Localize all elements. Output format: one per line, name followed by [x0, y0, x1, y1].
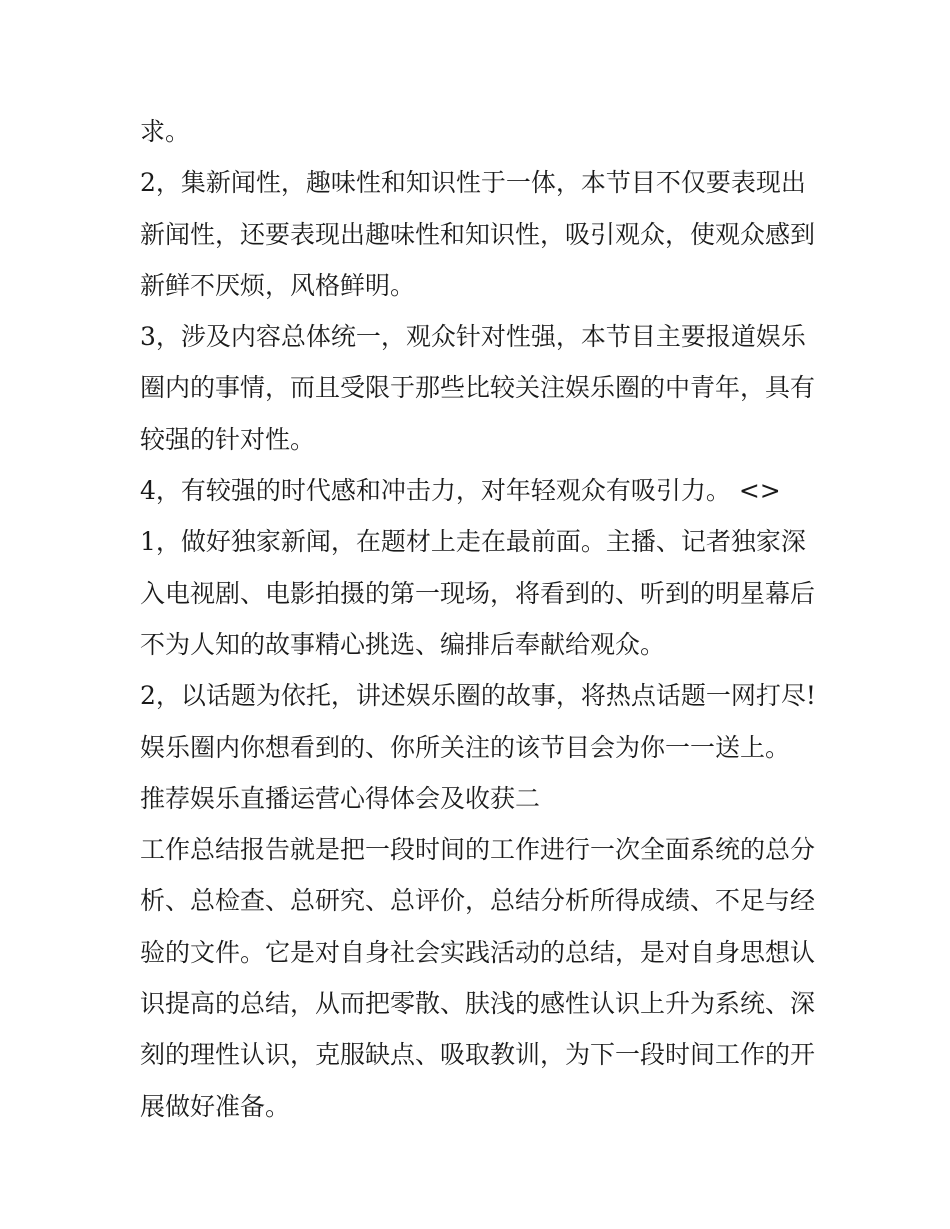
text-line-3: 新闻性，还要表现出趣味性和知识性，吸引观众，使观众感到: [140, 219, 816, 249]
text-line-13: 娱乐圈内你想看到的、你所关注的该节目会为你一一送上。: [140, 732, 791, 762]
section-heading: 推荐娱乐直播运营心得体会及收获二: [140, 783, 541, 813]
text-line-1: 求。: [140, 117, 191, 146]
text-line-11: 不为人知的故事精心挑选、编排后奉献给观众。: [140, 629, 666, 659]
text-line-15: 工作总结报告就是把一段时间的工作进行一次全面系统的总分: [140, 835, 816, 865]
text-line-16: 析、总检查、总研究、总评价，总结分析所得成绩、不足与经: [140, 886, 816, 916]
text-line-7: 较强的针对性。: [140, 424, 316, 454]
text-line-4: 新鲜不厌烦，风格鲜明。: [140, 270, 416, 300]
text-line-10: 入电视剧、电影拍摄的第一现场，将看到的、听到的明星幕后: [140, 578, 816, 608]
text-line-19: 刻的理性认识，克服缺点、吸取教训，为下一段时间工作的开: [140, 1040, 816, 1070]
text-line-2: 2，集新闻性，趣味性和知识性于一体，本节目不仅要表现出: [140, 168, 806, 198]
text-line-9: 1，做好独家新闻，在题材上走在最前面。主播、记者独家深: [140, 527, 806, 557]
text-line-17: 验的文件。它是对自身社会实践活动的总结，是对自身思想认: [140, 937, 816, 967]
text-line-8: 4，有较强的时代感和冲击力，对年轻观众有吸引力。 <>: [140, 476, 781, 506]
text-line-18: 识提高的总结，从而把零散、肤浅的感性认识上升为系统、深: [140, 989, 816, 1019]
text-line-12: 2，以话题为依托，讲述娱乐圈的故事，将热点话题一网打尽!: [140, 681, 816, 711]
text-line-5: 3，涉及内容总体统一，观众针对性强，本节目主要报道娱乐: [140, 322, 806, 352]
text-line-6: 圈内的事情，而且受限于那些比较关注娱乐圈的中青年，具有: [140, 373, 816, 403]
text-line-20: 展做好准备。: [140, 1091, 291, 1121]
document-body: [140, 106, 820, 1132]
